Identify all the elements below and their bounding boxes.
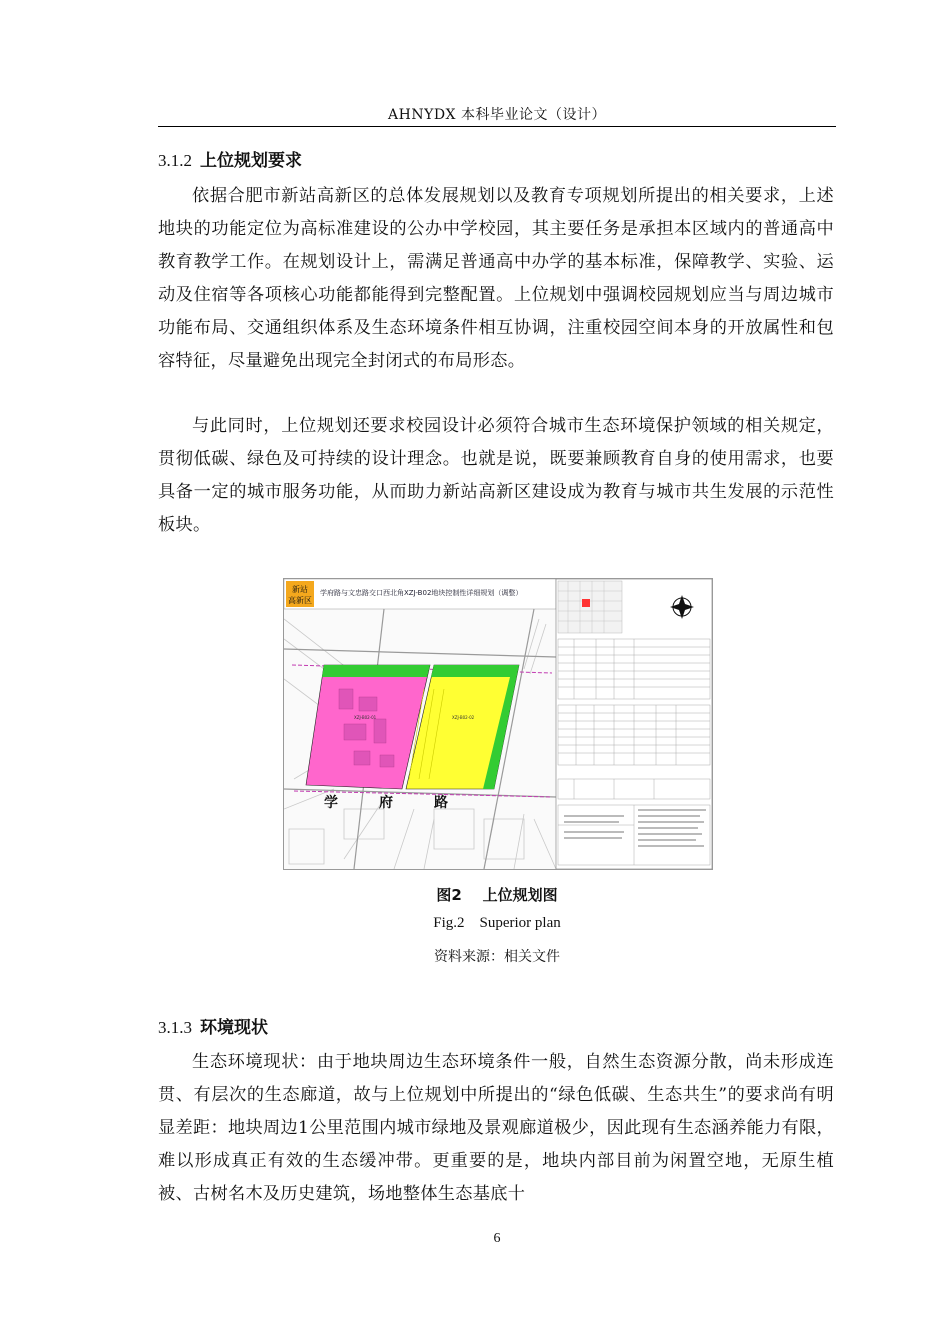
road-label-fu: 府 bbox=[379, 795, 393, 811]
parcel-right-green-top bbox=[431, 665, 519, 677]
section-heading-3-1-3 bbox=[158, 1013, 268, 1038]
figure-caption-english: Fig.2 Superior plan bbox=[433, 915, 561, 931]
parcel-left-green-buffer bbox=[322, 665, 430, 677]
header-rule bbox=[158, 126, 836, 127]
superior-plan-figure bbox=[283, 578, 713, 870]
parcel-left-label: XZJ-B02-01 bbox=[354, 715, 377, 720]
page-header: AHNYDX 本科毕业论文（设计） bbox=[388, 107, 606, 123]
plan-map bbox=[284, 579, 712, 869]
paragraph-2: 与此同时，上位规划还要求校园设计必须符合城市生态环境保护领域的相关规定，贯彻低碳、绿色及可持续的设计理念。也就是说，既要兼顾教育自身的使用需求，也要具备一定的城市服务功能，从而助力新站高新区建设成为教育与城市共生发展的示范性板块。 bbox=[158, 416, 834, 535]
badge-line2: 高新区 bbox=[288, 596, 312, 605]
section-heading-3-1-2 bbox=[158, 146, 302, 171]
figure-caption-chinese: 图2 上位规划图 bbox=[436, 886, 558, 904]
section-title: 环境现状 bbox=[200, 1018, 268, 1038]
paragraph-1: 依据合肥市新站高新区的总体发展规划以及教育专项规划所提出的相关要求，上述地块的功能定位为高标准建设的公办中学校园，其主要任务是承担本区域内的普通高中教育教学工作。在规划设计上，需满足普通高中办学的基本标准，保障教学、实验、运动及住宿等各项核心功能都能得到完整配置。上位规划中强调校园规划应当与周边城市功能布局、交通组织体系及生态环境条件相互协调，注重校园空间本身的开放属性和包容特征，尽量避免出现完全封闭式的布局形态。 bbox=[158, 186, 834, 371]
section-number: 3.1.3 bbox=[158, 1018, 192, 1037]
road-label-lu: 路 bbox=[434, 795, 448, 811]
badge-line1: 新站 bbox=[292, 585, 308, 594]
road-label-xue: 学 bbox=[324, 795, 338, 811]
page-number: 6 bbox=[493, 1231, 501, 1246]
figure-source: 资料来源：相关文件 bbox=[434, 949, 560, 965]
section-title: 上位规划要求 bbox=[200, 151, 302, 171]
parcel-right-label: XZJ-B02-02 bbox=[452, 715, 475, 720]
map-title: 学府路与文忠路交口西北角XZJ-B02地块控制性详细规划（调整） bbox=[320, 589, 523, 597]
section-number: 3.1.2 bbox=[158, 151, 192, 170]
paragraph-3: 生态环境现状：由于地块周边生态环境条件一般，自然生态资源分散，尚未形成连贯、有层次的生态廊道，故与上位规划中所提出的“绿色低碳、生态共生”的要求尚有明显差距：地块周边1公里范围内城市绿地及景观廊道极少，因此现有生态涵养能力有限，难以形成真正有效的生态缓冲带。更重要的是，地块内部目前为闲置空地，无原生植被、古树名木及历史建筑，场地整体生态基底十 bbox=[158, 1052, 834, 1204]
